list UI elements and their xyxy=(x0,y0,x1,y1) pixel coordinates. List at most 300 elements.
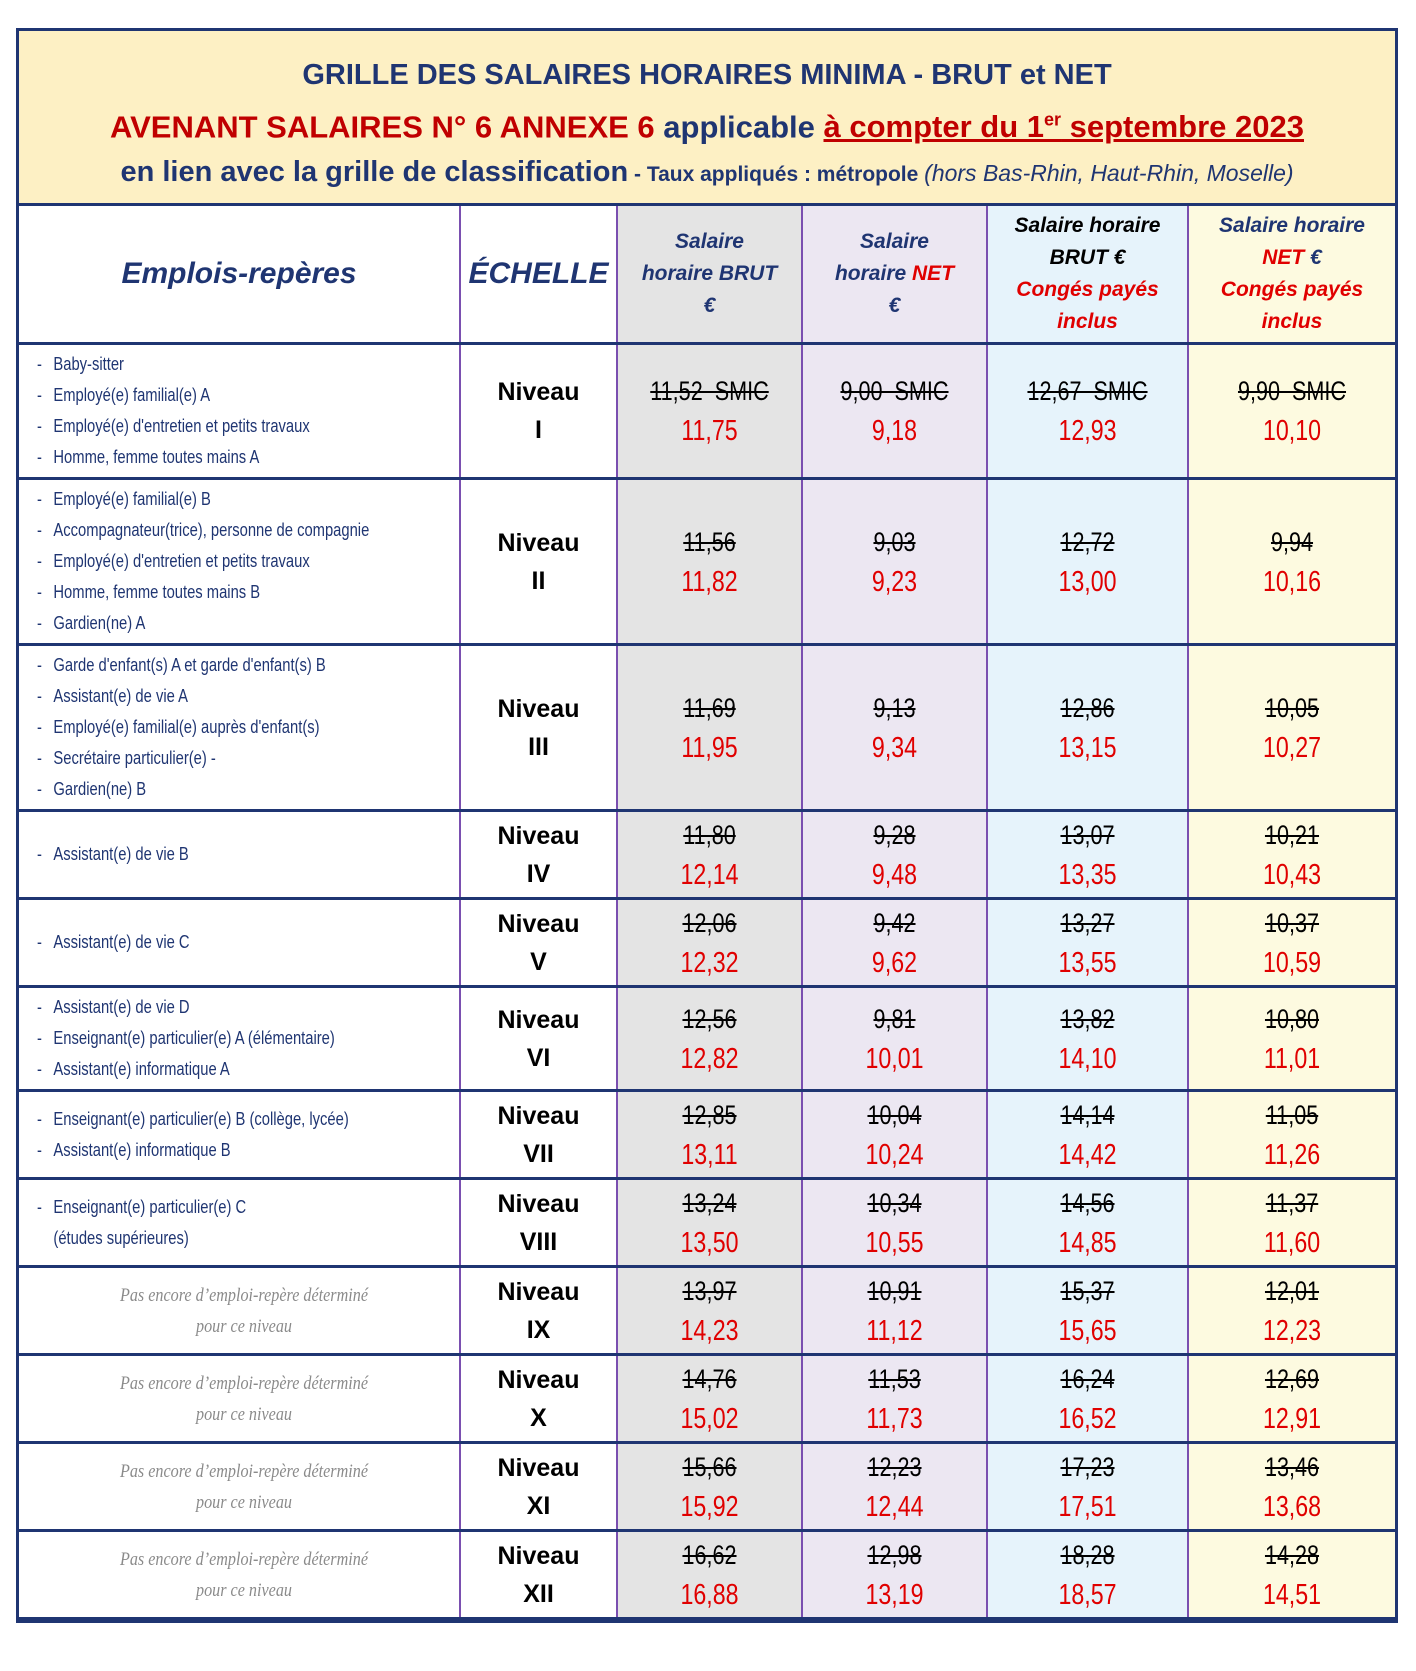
brut-cell xyxy=(617,1267,802,1355)
job-item xyxy=(37,1104,376,1135)
avenant-label: AVENANT SALAIRES N° 6 ANNEXE 6 xyxy=(110,109,655,145)
header-net-cp-l2a: NET xyxy=(1262,246,1305,270)
effective-date xyxy=(824,109,1305,144)
previous-rate: 10,80 xyxy=(1264,1003,1320,1034)
brut-cp-cell xyxy=(987,344,1188,479)
new-rate: 9,34 xyxy=(871,731,918,764)
table-row xyxy=(19,811,1395,899)
level-label: Niveau xyxy=(497,528,580,557)
jobs-cell xyxy=(19,1355,460,1443)
jobs-cell xyxy=(19,1531,460,1619)
job-label: Employé(e) familial(e) B xyxy=(53,489,211,510)
level-number: X xyxy=(530,1403,547,1432)
job-item xyxy=(37,349,376,380)
previous-rate: 18,28 xyxy=(1060,1539,1115,1570)
level-cell xyxy=(460,344,617,479)
level-label: Niveau xyxy=(497,1453,580,1482)
bullet-dash: - xyxy=(37,385,42,406)
previous-rate: 14,76 xyxy=(682,1363,737,1394)
bullet-dash: - xyxy=(37,1028,42,1049)
table-row xyxy=(19,344,1395,479)
previous-rate: 11,56 xyxy=(683,526,736,557)
new-rate: 10,43 xyxy=(1262,858,1322,891)
classification-label: en lien avec la grille de classification xyxy=(120,156,629,189)
no-job-note: pour ce niveau xyxy=(196,1579,292,1601)
jobs-cell xyxy=(19,1443,460,1531)
job-item xyxy=(37,411,376,442)
previous-rate: 15,37 xyxy=(1060,1275,1115,1306)
previous-rate: 11,80 xyxy=(683,819,736,850)
table-row xyxy=(19,645,1395,811)
previous-rate: 10,21 xyxy=(1264,819,1320,850)
previous-rate: 10,05 xyxy=(1264,692,1320,723)
level-cell xyxy=(460,1179,617,1267)
job-label: Assistant(e) de vie A xyxy=(53,686,188,707)
level-label: Niveau xyxy=(497,1005,580,1034)
bullet-dash: - xyxy=(37,748,42,769)
jobs-cell xyxy=(19,987,460,1091)
bullet-dash: - xyxy=(37,844,42,865)
net-cell xyxy=(802,1531,987,1619)
new-rate: 11,26 xyxy=(1263,1138,1321,1171)
brut-cp-cell xyxy=(987,479,1188,645)
net-cell xyxy=(802,1443,987,1531)
table-row xyxy=(19,479,1395,645)
previous-rate: 12,86 xyxy=(1060,692,1115,723)
level-label: Niveau xyxy=(497,1541,580,1570)
job-item xyxy=(37,1192,376,1223)
previous-rate: 11,52 SMIC xyxy=(650,376,769,407)
new-rate: 10,10 xyxy=(1262,415,1322,448)
previous-rate: 9,03 xyxy=(873,526,916,557)
previous-rate: 12,01 xyxy=(1264,1275,1320,1306)
previous-rate: 16,24 xyxy=(1060,1363,1115,1394)
no-job-note: Pas encore d’emploi-repère déterminé xyxy=(119,1548,368,1570)
header-net-l2b: NET xyxy=(912,262,955,286)
new-rate: 15,92 xyxy=(680,1490,739,1523)
level-cell xyxy=(460,645,617,811)
header-net-cp-l2 xyxy=(1193,242,1391,274)
bullet-dash: - xyxy=(37,489,42,510)
level-number: IX xyxy=(526,1315,551,1344)
bullet-dash: - xyxy=(37,779,42,800)
new-rate: 11,95 xyxy=(681,731,738,764)
level-number: III xyxy=(528,732,549,761)
header-net-cp-l1: Salaire horaire xyxy=(1219,214,1365,238)
previous-rate: 10,34 xyxy=(867,1187,922,1218)
table-row xyxy=(19,899,1395,987)
brut-cp-cell xyxy=(987,645,1188,811)
header-net-cp xyxy=(1188,206,1395,344)
previous-rate: 12,23 xyxy=(867,1451,922,1482)
previous-rate: 12,72 xyxy=(1060,526,1115,557)
bullet-dash: - xyxy=(37,447,42,468)
no-job-note: Pas encore d’emploi-repère déterminé xyxy=(119,1372,368,1394)
brut-cp-cell xyxy=(987,1091,1188,1179)
net-cp-cell xyxy=(1188,1179,1395,1267)
brut-cell xyxy=(617,1179,802,1267)
level-number: XII xyxy=(523,1579,554,1608)
effective-date-end: septembre 2023 xyxy=(1061,109,1304,145)
brut-cell xyxy=(617,1531,802,1619)
jobs-cell xyxy=(19,344,460,479)
bullet-dash: - xyxy=(37,354,42,375)
new-rate: 14,42 xyxy=(1058,1138,1117,1171)
level-cell xyxy=(460,811,617,899)
new-rate: 15,02 xyxy=(680,1402,739,1435)
new-rate: 10,27 xyxy=(1262,731,1322,764)
net-cell xyxy=(802,344,987,479)
net-cell xyxy=(802,645,987,811)
net-cell xyxy=(802,479,987,645)
net-cell xyxy=(802,811,987,899)
brut-cp-cell xyxy=(987,1443,1188,1531)
brut-cell xyxy=(617,1355,802,1443)
title-line-2 xyxy=(27,97,1387,150)
no-job-note: pour ce niveau xyxy=(196,1403,292,1425)
previous-rate: 16,62 xyxy=(682,1539,737,1570)
previous-rate: 10,04 xyxy=(867,1099,922,1130)
job-label: Employé(e) d'entretien et petits travaux xyxy=(53,416,310,437)
brut-cell xyxy=(617,479,802,645)
job-label: Gardien(ne) B xyxy=(53,779,147,800)
new-rate: 13,55 xyxy=(1058,946,1117,979)
new-rate: 12,93 xyxy=(1058,415,1117,448)
new-rate: 11,01 xyxy=(1263,1042,1321,1075)
previous-rate: 9,42 xyxy=(873,907,916,938)
brut-cell xyxy=(617,1443,802,1531)
brut-cell xyxy=(617,811,802,899)
header-net-l1: Salaire xyxy=(860,230,929,254)
brut-cp-cell xyxy=(987,899,1188,987)
header-brut-cp xyxy=(987,206,1188,344)
new-rate: 14,85 xyxy=(1058,1226,1117,1259)
job-label: Assistant(e) de vie C xyxy=(53,932,190,953)
level-number: IV xyxy=(526,859,551,888)
previous-rate: 9,13 xyxy=(873,692,916,723)
level-label: Niveau xyxy=(497,821,580,850)
level-cell xyxy=(460,899,617,987)
header-brut-l1: Salaire xyxy=(675,230,744,254)
level-number: VIII xyxy=(519,1227,558,1256)
brut-cell xyxy=(617,899,802,987)
previous-rate: 11,53 xyxy=(868,1363,921,1394)
previous-rate: 10,91 xyxy=(867,1275,922,1306)
net-cell xyxy=(802,987,987,1091)
previous-rate: 12,06 xyxy=(682,907,737,938)
level-label: Niveau xyxy=(497,1365,580,1394)
bullet-dash: - xyxy=(37,655,42,676)
previous-rate: 12,85 xyxy=(682,1099,737,1130)
level-number: XI xyxy=(526,1491,551,1520)
job-label: Enseignant(e) particulier(e) B (collège, lycée) xyxy=(53,1108,349,1129)
job-item xyxy=(37,577,376,608)
jobs-cell xyxy=(19,1267,460,1355)
previous-rate: 10,37 xyxy=(1264,907,1320,938)
net-cp-cell xyxy=(1188,1091,1395,1179)
previous-rate: 9,81 xyxy=(873,1003,916,1034)
job-item xyxy=(37,712,376,743)
job-label: Enseignant(e) particulier(e) C xyxy=(53,1196,247,1217)
header-net-cp-l4: inclus xyxy=(1261,310,1323,334)
job-label: Employé(e) familial(e) auprès d'enfant(s) xyxy=(53,717,320,738)
net-cell xyxy=(802,1355,987,1443)
job-item xyxy=(37,380,376,411)
header-net-l3: € xyxy=(888,294,901,318)
salary-table xyxy=(19,206,1395,1620)
new-rate: 10,24 xyxy=(865,1138,924,1171)
jobs-cell xyxy=(19,1091,460,1179)
new-rate: 11,82 xyxy=(681,565,738,598)
new-rate: 12,23 xyxy=(1262,1314,1322,1347)
net-cp-cell xyxy=(1188,1355,1395,1443)
new-rate: 13,15 xyxy=(1058,731,1117,764)
previous-rate: 13,24 xyxy=(682,1187,737,1218)
bullet-dash: - xyxy=(37,582,42,603)
job-item xyxy=(37,1054,376,1085)
header-brut-l2: horaire BRUT xyxy=(641,262,778,286)
bullet-dash: - xyxy=(37,1139,42,1160)
job-label: Baby-sitter xyxy=(53,354,124,375)
new-rate: 11,73 xyxy=(866,1402,923,1435)
level-label: Niveau xyxy=(497,1277,580,1306)
new-rate: 12,44 xyxy=(865,1490,924,1523)
bullet-dash: - xyxy=(37,520,42,541)
level-cell xyxy=(460,987,617,1091)
net-cell xyxy=(802,1267,987,1355)
level-number: VII xyxy=(523,1139,554,1168)
header-brut-cp-l1: Salaire horaire xyxy=(1014,214,1161,238)
previous-rate: 9,94 xyxy=(1270,526,1314,557)
header-net-cp-l3: Congés payés xyxy=(1220,278,1364,302)
bullet-dash: - xyxy=(37,416,42,437)
net-cp-cell xyxy=(1188,811,1395,899)
rates-label: - Taux appliqués : métropole xyxy=(628,163,925,187)
job-item xyxy=(37,442,376,473)
previous-rate: 12,56 xyxy=(682,1003,737,1034)
job-item xyxy=(37,992,376,1023)
new-rate: 13,68 xyxy=(1262,1490,1322,1523)
previous-rate: 13,97 xyxy=(682,1275,737,1306)
previous-rate: 12,69 xyxy=(1264,1363,1320,1394)
new-rate: 10,16 xyxy=(1262,565,1322,598)
header-net-l2 xyxy=(807,258,982,290)
header-emplois: Emplois-repères xyxy=(19,206,460,344)
bullet-dash: - xyxy=(37,717,42,738)
previous-rate: 12,98 xyxy=(867,1539,922,1570)
bullet-dash: - xyxy=(37,551,42,572)
previous-rate: 11,37 xyxy=(1265,1187,1319,1218)
previous-rate: 13,07 xyxy=(1060,819,1115,850)
table-row xyxy=(19,1531,1395,1619)
previous-rate: 13,27 xyxy=(1060,907,1115,938)
job-item xyxy=(37,927,376,958)
brut-cell xyxy=(617,987,802,1091)
level-cell xyxy=(460,1091,617,1179)
header-brut-cp-l2: BRUT € xyxy=(1049,246,1126,270)
no-job-note: pour ce niveau xyxy=(196,1491,292,1513)
document-header xyxy=(19,31,1395,206)
bullet-dash: - xyxy=(37,997,42,1018)
job-item xyxy=(37,515,376,546)
job-item-continued: (études supérieures) xyxy=(53,1227,189,1248)
previous-rate: 14,56 xyxy=(1060,1187,1115,1218)
new-rate: 9,48 xyxy=(871,858,918,891)
new-rate: 17,51 xyxy=(1058,1490,1117,1523)
bullet-dash: - xyxy=(37,613,42,634)
table-row xyxy=(19,1179,1395,1267)
table-row xyxy=(19,1267,1395,1355)
jobs-cell xyxy=(19,811,460,899)
header-net xyxy=(802,206,987,344)
net-cp-cell xyxy=(1188,344,1395,479)
brut-cp-cell xyxy=(987,811,1188,899)
net-cell xyxy=(802,1091,987,1179)
effective-date-start: à compter du 1 xyxy=(823,109,1044,145)
title-line-3 xyxy=(27,150,1387,197)
level-cell xyxy=(460,1443,617,1531)
jobs-cell xyxy=(19,645,460,811)
header-echelle: ÉCHELLE xyxy=(460,206,617,344)
level-number: II xyxy=(531,566,546,595)
job-item xyxy=(37,774,376,805)
new-rate: 13,35 xyxy=(1058,858,1117,891)
header-net-cp-l2b: € xyxy=(1304,246,1322,270)
net-cp-cell xyxy=(1188,479,1395,645)
table-row xyxy=(19,1355,1395,1443)
new-rate: 12,91 xyxy=(1262,1402,1322,1435)
level-number: I xyxy=(535,416,542,445)
header-brut xyxy=(617,206,802,344)
new-rate: 12,32 xyxy=(680,946,739,979)
header-brut-cp-l3: Congés payés xyxy=(1016,278,1159,302)
job-item xyxy=(37,484,376,515)
new-rate: 9,23 xyxy=(871,565,918,598)
previous-rate: 13,82 xyxy=(1060,1003,1115,1034)
brut-cp-cell xyxy=(987,1267,1188,1355)
region-note: (hors Bas-Rhin, Haut-Rhin, Moselle) xyxy=(924,160,1294,187)
previous-rate: 13,46 xyxy=(1264,1451,1320,1482)
previous-rate: 17,23 xyxy=(1060,1451,1115,1482)
job-item xyxy=(37,681,376,712)
header-brut-cp-l4: inclus xyxy=(1057,310,1118,334)
level-number: VI xyxy=(526,1043,551,1072)
job-item xyxy=(37,743,376,774)
brut-cp-cell xyxy=(987,987,1188,1091)
net-cp-cell xyxy=(1188,899,1395,987)
job-item xyxy=(37,608,376,639)
bullet-dash: - xyxy=(37,932,42,953)
title-line-1: GRILLE DES SALAIRES HORAIRES MINIMA - BRUT et NET xyxy=(302,59,1112,91)
previous-rate: 14,14 xyxy=(1060,1099,1115,1130)
level-cell xyxy=(460,1531,617,1619)
new-rate: 12,14 xyxy=(680,858,739,891)
new-rate: 16,88 xyxy=(680,1578,739,1611)
jobs-cell xyxy=(19,479,460,645)
jobs-cell xyxy=(19,899,460,987)
job-label: Gardien(ne) A xyxy=(53,613,146,634)
new-rate: 10,55 xyxy=(865,1226,924,1259)
net-cp-cell xyxy=(1188,1443,1395,1531)
net-cell xyxy=(802,899,987,987)
previous-rate: 14,28 xyxy=(1264,1539,1320,1570)
job-item xyxy=(37,1135,376,1166)
level-cell xyxy=(460,1355,617,1443)
level-label: Niveau xyxy=(497,1189,580,1218)
new-rate: 9,18 xyxy=(871,415,918,448)
new-rate: 11,75 xyxy=(681,415,738,448)
previous-rate: 9,00 SMIC xyxy=(840,376,949,407)
job-label: Assistant(e) de vie D xyxy=(53,997,190,1018)
new-rate: 15,65 xyxy=(1058,1314,1117,1347)
header-net-l2a: horaire xyxy=(834,262,913,286)
new-rate: 14,51 xyxy=(1262,1578,1322,1611)
job-label: Assistant(e) de vie B xyxy=(53,844,189,865)
job-label: Assistant(e) informatique B xyxy=(53,1139,231,1160)
new-rate: 13,00 xyxy=(1058,565,1117,598)
new-rate: 18,57 xyxy=(1058,1578,1117,1611)
header-brut-l3: € xyxy=(703,294,716,318)
new-rate: 10,59 xyxy=(1262,946,1322,979)
brut-cp-cell xyxy=(987,1355,1188,1443)
new-rate: 10,01 xyxy=(865,1042,924,1075)
net-cp-cell xyxy=(1188,645,1395,811)
bullet-dash: - xyxy=(37,1059,42,1080)
brut-cell xyxy=(617,645,802,811)
no-job-note: Pas encore d’emploi-repère déterminé xyxy=(119,1284,368,1306)
salary-grid-document xyxy=(16,28,1398,1623)
no-job-note: Pas encore d’emploi-repère déterminé xyxy=(119,1460,368,1482)
bullet-dash: - xyxy=(37,1196,42,1217)
job-item xyxy=(37,546,376,577)
job-label: Secrétaire particulier(e) - xyxy=(53,748,216,769)
new-rate: 11,60 xyxy=(1263,1226,1321,1259)
brut-cp-cell xyxy=(987,1179,1188,1267)
net-cp-cell xyxy=(1188,987,1395,1091)
job-label: Employé(e) d'entretien et petits travaux xyxy=(53,551,310,572)
net-cell xyxy=(802,1179,987,1267)
net-cp-cell xyxy=(1188,1267,1395,1355)
job-label: Homme, femme toutes mains B xyxy=(53,582,261,603)
previous-rate: 11,69 xyxy=(683,692,736,723)
level-cell xyxy=(460,479,617,645)
new-rate: 16,52 xyxy=(1058,1402,1117,1435)
new-rate: 13,50 xyxy=(680,1226,739,1259)
job-label: Garde d'enfant(s) A et garde d'enfant(s) B xyxy=(53,655,326,676)
job-item xyxy=(37,839,376,870)
no-job-note: pour ce niveau xyxy=(196,1315,292,1337)
level-cell xyxy=(460,1267,617,1355)
level-label: Niveau xyxy=(497,378,580,407)
brut-cp-cell xyxy=(987,1531,1188,1619)
new-rate: 12,82 xyxy=(680,1042,739,1075)
new-rate: 14,23 xyxy=(680,1314,739,1347)
previous-rate: 9,90 SMIC xyxy=(1237,376,1347,407)
level-label: Niveau xyxy=(497,909,580,938)
brut-cell xyxy=(617,344,802,479)
brut-cell xyxy=(617,1091,802,1179)
job-label: Assistant(e) informatique A xyxy=(53,1059,230,1080)
table-row xyxy=(19,987,1395,1091)
new-rate: 13,19 xyxy=(865,1578,924,1611)
job-label: Employé(e) familial(e) A xyxy=(53,385,211,406)
previous-rate: 11,05 xyxy=(1265,1099,1319,1130)
net-cp-cell xyxy=(1188,1531,1395,1619)
level-label: Niveau xyxy=(497,1101,580,1130)
previous-rate: 12,67 SMIC xyxy=(1027,376,1148,407)
new-rate: 11,12 xyxy=(866,1314,923,1347)
bullet-dash: - xyxy=(37,1108,42,1129)
